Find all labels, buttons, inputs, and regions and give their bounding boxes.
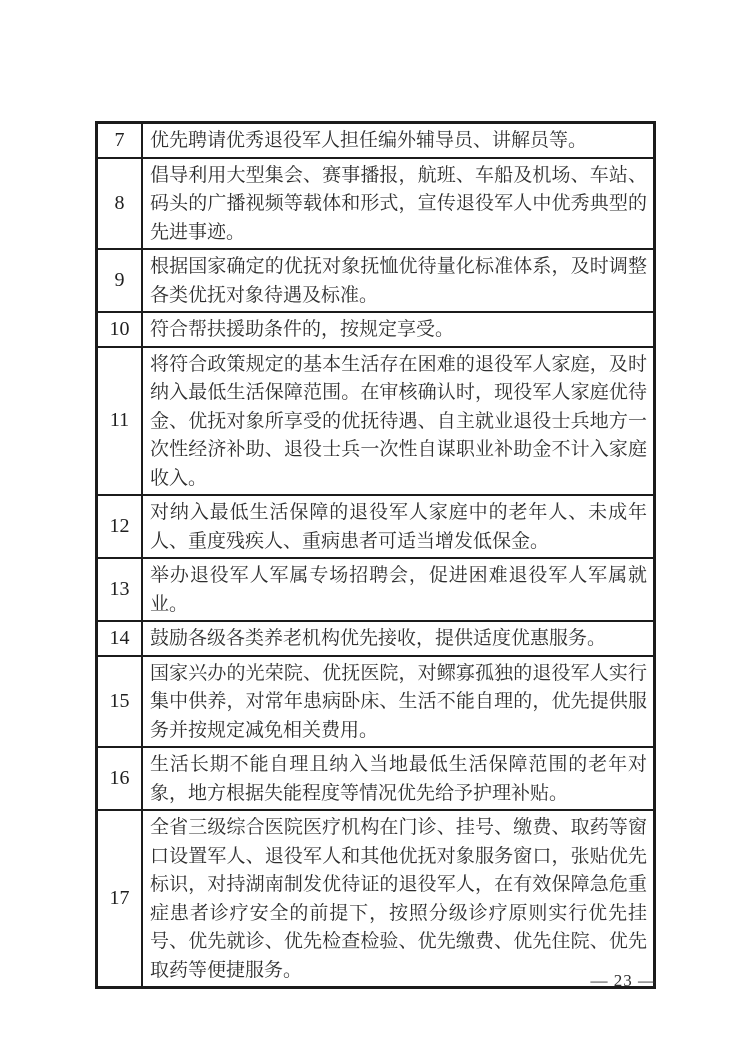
row-number: 12: [97, 495, 143, 558]
benefits-table: [95, 121, 656, 989]
row-number: 13: [97, 558, 143, 621]
page-number: — 23 —: [590, 971, 656, 990]
row-text: 倡导利用大型集会、赛事播报，航班、车船及机场、车站、码头的广播视频等载体和形式，宣传退役军人中优秀典型的先进事迹。: [142, 158, 655, 250]
row-text: 根据国家确定的优抚对象抚恤优待量化标准体系，及时调整各类优抚对象待遇及标准。: [142, 249, 655, 312]
table-row: [97, 158, 655, 250]
row-number: 11: [97, 347, 143, 496]
table-row: [97, 123, 655, 158]
table-row: [97, 621, 655, 656]
row-number: 9: [97, 249, 143, 312]
table-row: [97, 347, 655, 496]
row-text: 鼓励各级各类养老机构优先接收，提供适度优惠服务。: [142, 621, 655, 656]
row-text: 生活长期不能自理且纳入当地最低生活保障范围的老年对象，地方根据失能程度等情况优先给予护理补贴。: [142, 747, 655, 810]
table-row: [97, 810, 655, 988]
table-row: [97, 495, 655, 558]
table-row: [97, 656, 655, 748]
row-number: 16: [97, 747, 143, 810]
table-row: [97, 747, 655, 810]
table-row: [97, 558, 655, 621]
row-text: 符合帮扶援助条件的，按规定享受。: [142, 312, 655, 347]
row-text: 优先聘请优秀退役军人担任编外辅导员、讲解员等。: [142, 123, 655, 158]
row-number: 8: [97, 158, 143, 250]
row-text: 国家兴办的光荣院、优抚医院，对鳏寡孤独的退役军人实行集中供养，对常年患病卧床、生活不能自理的，优先提供服务并按规定减免相关费用。: [142, 656, 655, 748]
row-text: 全省三级综合医院医疗机构在门诊、挂号、缴费、取药等窗口设置军人、退役军人和其他优抚对象服务窗口，张贴优先标识，对持湖南制发优待证的退役军人，在有效保障急危重症患者诊疗安全的前提下，按照分级诊疗原则实行优先挂号、优先就诊、优先检查检验、优先缴费、优先住院、优先取药等便捷服务。: [142, 810, 655, 988]
table-row: [97, 312, 655, 347]
table-row: [97, 249, 655, 312]
row-text: 对纳入最低生活保障的退役军人家庭中的老年人、未成年人、重度残疾人、重病患者可适当增发低保金。: [142, 495, 655, 558]
row-number: 15: [97, 656, 143, 748]
row-number: 14: [97, 621, 143, 656]
row-text: 将符合政策规定的基本生活存在困难的退役军人家庭，及时纳入最低生活保障范围。在审核确认时，现役军人家庭优待金、优抚对象所享受的优抚待遇、自主就业退役士兵地方一次性经济补助、退役士兵一次性自谋职业补助金不计入家庭收入。: [142, 347, 655, 496]
row-number: 17: [97, 810, 143, 988]
row-number: 10: [97, 312, 143, 347]
row-number: 7: [97, 123, 143, 158]
row-text: 举办退役军人军属专场招聘会，促进困难退役军人军属就业。: [142, 558, 655, 621]
